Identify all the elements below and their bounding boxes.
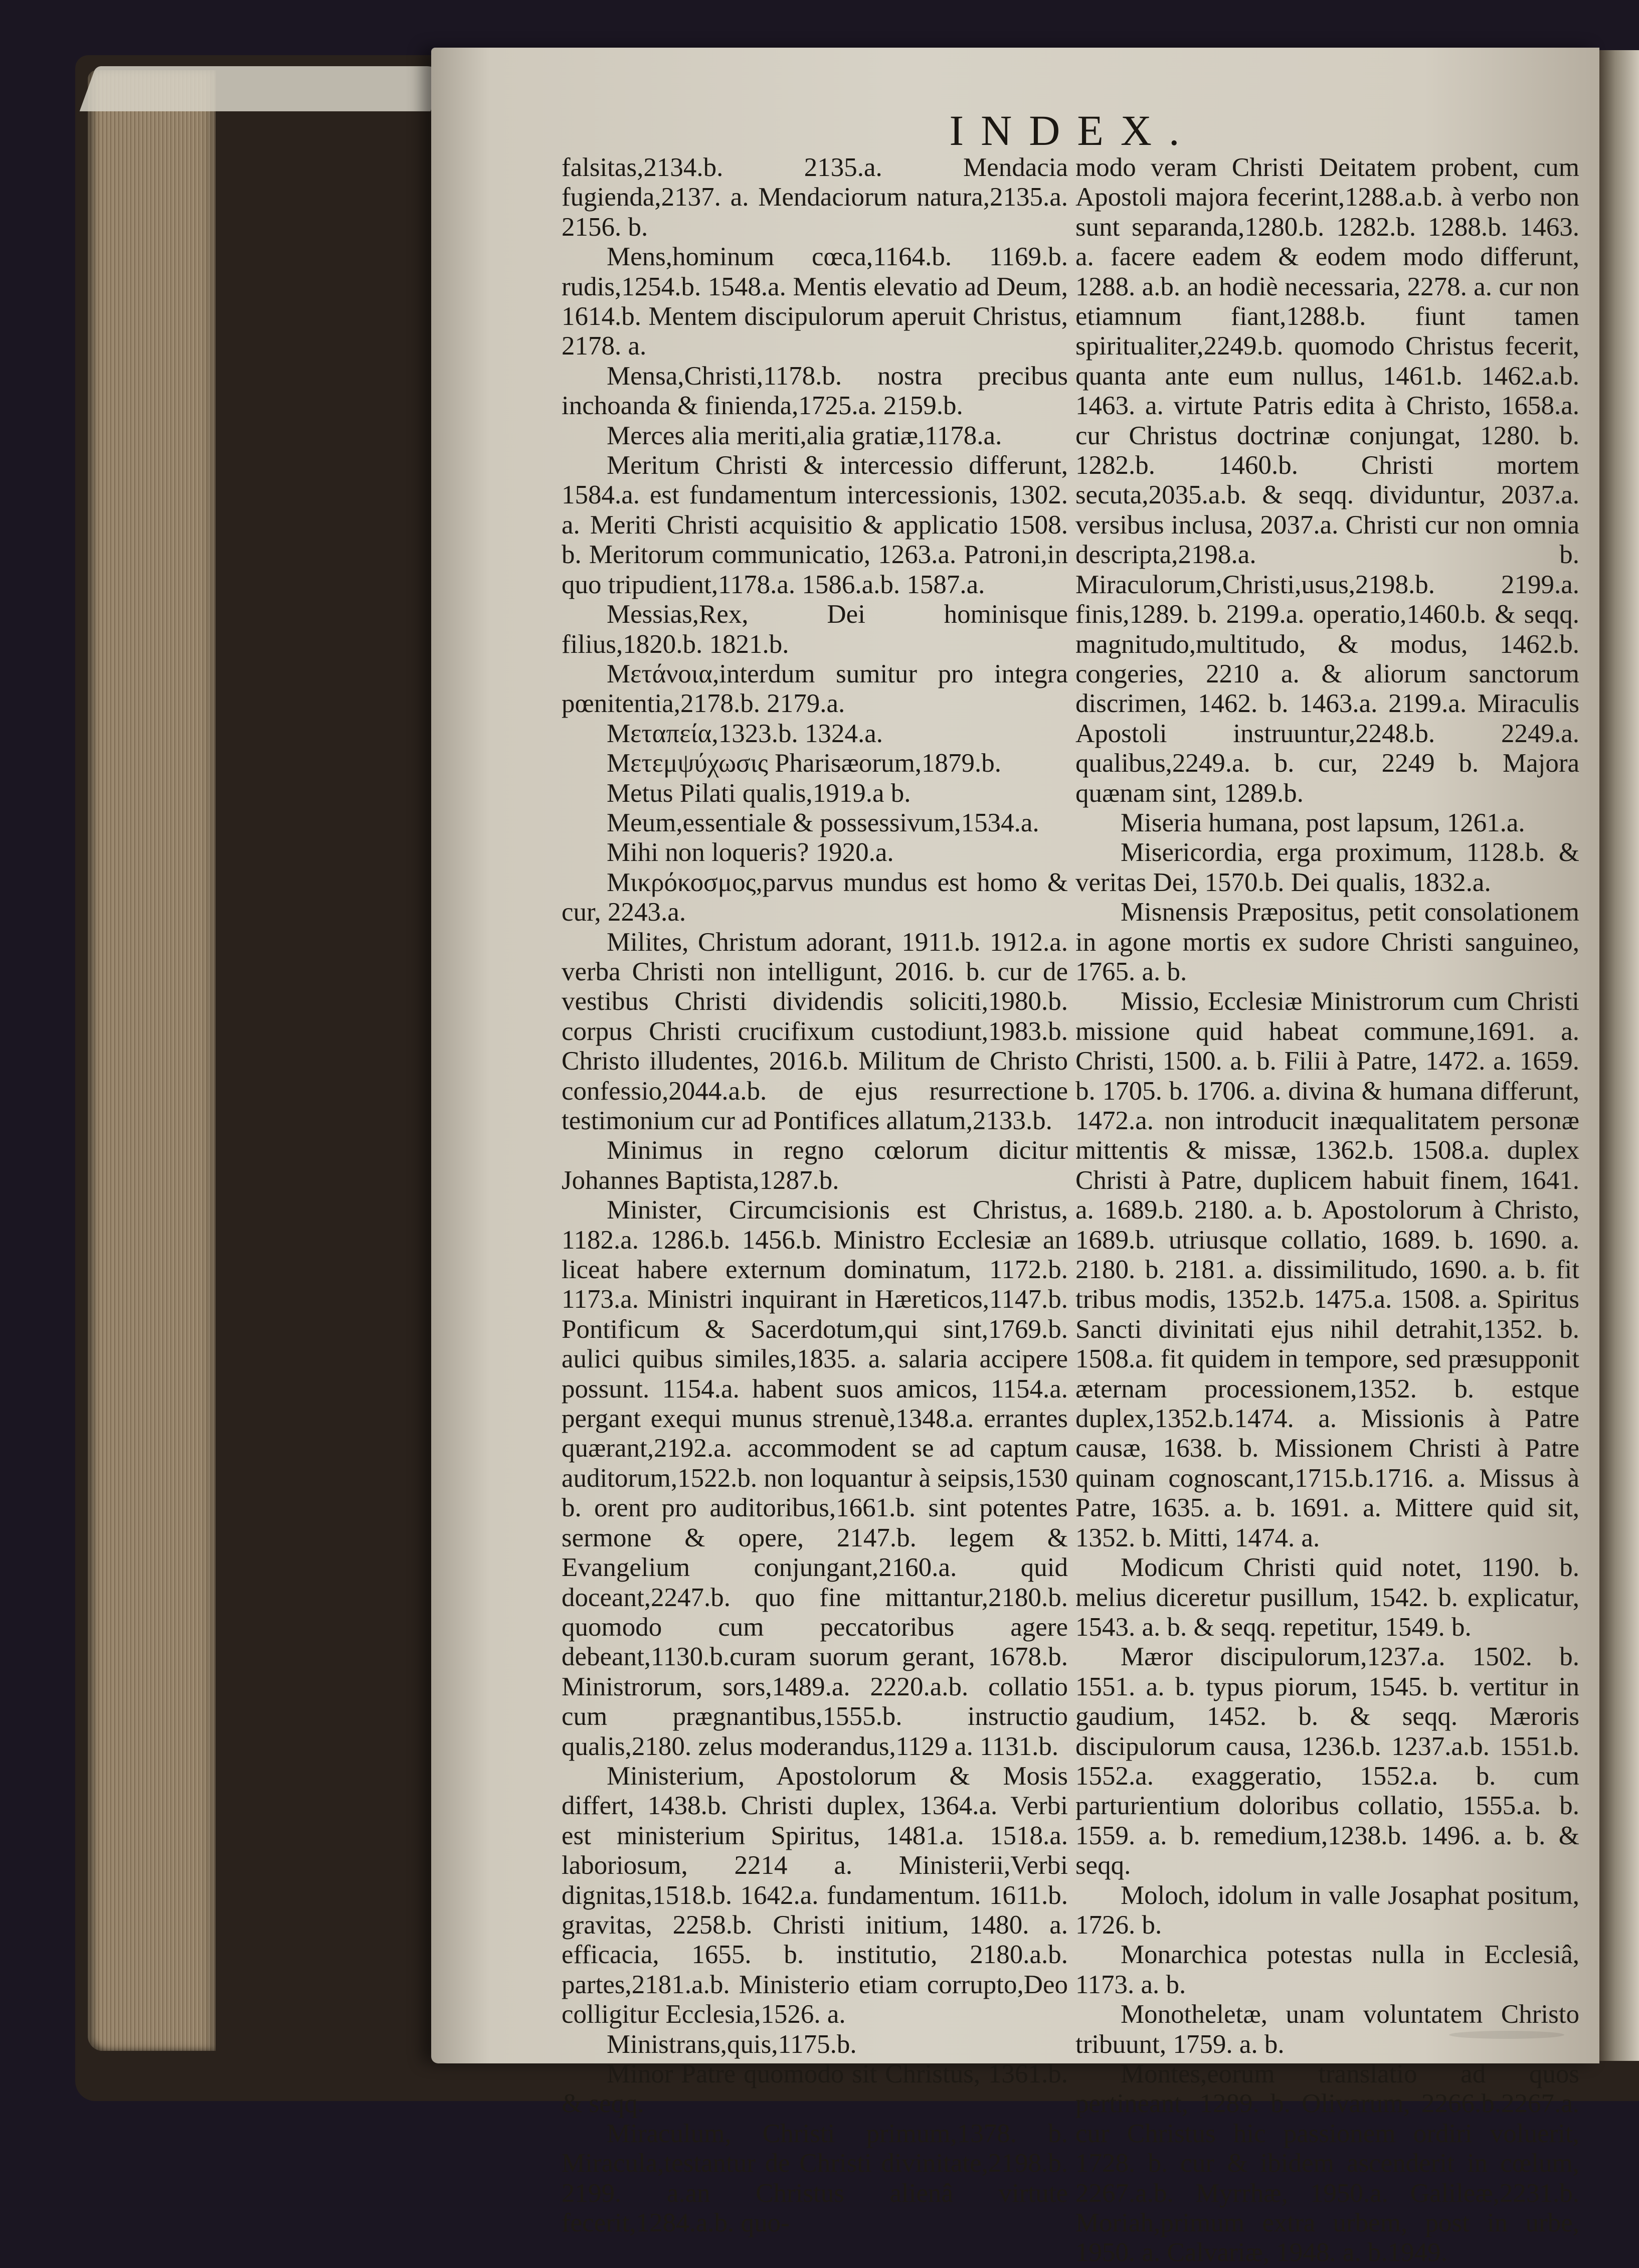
page-edge-top [80, 66, 447, 111]
page-edges [88, 70, 216, 2051]
index-entry: Mensa,Christi,1178.b. nostra precibus inchoanda & finienda,1725.a. 2159.b. [562, 361, 1068, 421]
book-gutter [1599, 50, 1639, 2061]
index-entry: Μετεμψύχωσις Pharisæorum,1879.b. [607, 749, 1002, 778]
index-entry: Missio, Ecclesiæ Ministrorum cum Christi missione quid habeat commune,1691. a. Christi, 1500. a. b. Filii à Patre, 1472. a. 1659. b. 1705. b. 1706. a. divina & humana differunt, 1472.a. non introducit inæqualitatem personæ mittentis & missæ, 1362.b. 1508.a. duplex Christi à Patre, duplicem habuit finem, 1641. a. 1689.b. 2180. a. b. Apostolorum à Christo, 1689.b. utriusque collatio, 1689. b. 1690. a. 2180. b. 2181. a. dissimilitudo, 1690. a. b. fit tribus modis, 1352.b. 1475.a. 1508. a. Spiritus Sancti divinitati ejus nihil detrahit,1352. b. 1508.a. fit quidem in tempore, sed præsupponit æternam processionem,1352. b. estque duplex,1352.b.1474. a. Missionis à Patre causæ, 1638. b. Missionem Christi à Patre quinam cognoscant,1715.b.1716. a. Missus à Patre, 1635. a. b. 1691. a. Mittere quid sit, 1352. b. Mitti, 1474. a. [1075, 987, 1579, 1552]
page-header: INDEX. [949, 106, 1197, 154]
index-entry: Milites, Christum adorant, 1911.b. 1912.a. verba Christi non intelligunt, 2016. b. cur de vestibus Christi dividendis soliciti,1980.b. corpus Christi crucifixum custodiunt,1983.b. Christo illudentes, 2016.b. Militum de Christo confessio,2044.a.b. de ejus resurrectione testimonium cur ad Pontifices allatum,2133.b. [562, 927, 1068, 1135]
index-entry: Metus Pilati qualis,1919.a b. [607, 778, 911, 808]
index-entry: Moloch, idolum in valle Josaphat positum, 1726. b. [1075, 1880, 1579, 1940]
index-entry: Mens,hominum cœca,1164.b. 1169.b. rudis,1254.b. 1548.a. Mentis elevatio ad Deum, 1614.b. Mentem discipulorum aperuit Christus, 2178. a. [562, 242, 1068, 361]
index-entry: Μικρόκοσμος,parvus mundus est homo & cur, 2243.a. [562, 867, 1068, 927]
index-entry: Modicum Christi quid notet, 1190. b. melius diceretur pusillum, 1542. b. explicatur, 1543. a. b. & seqq. repetitur, 1549. b. [1075, 1553, 1579, 1642]
page-shadow [1449, 2031, 1564, 2039]
index-entry: Meum,essentiale & possessivum,1534.a. [607, 808, 1039, 837]
index-entry: Μετάνοια,interdum sumitur pro integra pœnitentia,2178.b. 2179.a. [562, 659, 1068, 719]
index-entry: Montes,eorum translatio ad quos pertineant, 1289. b. Olivarum, 2266.b.2267.a. cur Christus hic passionem ordiri voluerit, 1728. b. cur & ibidem ascenderit in cœlum, 2267.a.b. Myrrhæ, 1950.a. Galileæ,2231.b. Moriah,primum extra urbem, post in urbe, 1950. a. Calvariæ, 1948. a. b.1949. [1075, 2059, 1579, 2267]
index-entry: modo veram Christi Deitatem probent, cum Apostoli majora fecerint,1288.a.b. à verbo non sunt separanda,1280.b. 1282.b. 1288.b. 1463. a. facere eadem & eodem modo differunt, 1288. a.b. an hodiè necessaria, 2278. a. cur non etiamnum fiant,1288.b. fiunt tamen spiritualiter,2249.b. quomodo Christus fecerit, quanta ante eum nullus, 1461.b. 1462.a.b. 1463. a. virtute Patris edita à Christo, 1658.a. cur Christus doctrinæ conjungat, 1280. b. 1282.b. 1460.b. Christi mortem secuta,2035.a.b. & seqq. dividuntur, 2037.a. versibus inclusa, 2037.a. Christi cur non omnia descripta,2198.a. b. Miraculorum,Christi,usus,2198.b. 2199.a. finis,1289. b. 2199.a. operatio,1460.b. & seqq. magnitudo,multitudo, & modus, 1462.b. congeries, 2210 a. & aliorum sanctorum discrimen, 1462. b. 1463.a. 2199.a. Miraculis Apostoli instruuntur,2248.b. 2249.a. qualibus,2249.a. b. cur, 2249 b. Majora quænam sint, 1289.b. [1075, 153, 1579, 808]
index-entry: Ministerium, Apostolorum & Mosis differt, 1438.b. Christi duplex, 1364.a. Verbi est ministerium Spiritus, 1481.a. 1518.a. laboriosum, 2214 a. Ministerii,Verbi dignitas,1518.b. 1642.a. fundamentum. 1611.b. gravitas, 2258.b. Christi initium, 1480. a. efficacia, 1655. b. institutio, 2180.a.b. partes,2181.a.b. Ministerio etiam corrupto,Deo colligitur Ecclesia,1526. a. [562, 1761, 1068, 2029]
index-entry: falsitas,2134.b. 2135.a. Mendacia fugienda,2137. a. Mendaciorum natura,2135.a. 2156. b. [562, 153, 1068, 242]
index-entry: Minister, Circumcisionis est Christus, 1182.a. 1286.b. 1456.b. Ministro Ecclesiæ an liceat habere externum dominatum, 1172.b. 1173.a. Ministri inquirant in Hæreticos,1147.b. Pontificum & Sacerdotum,qui sint,1769.b. aulici quibus similes,1835. a. salaria accipere possunt. 1154.a. habent suos amicos, 1154.a. pergant exequi munus strenuè,1348.a. errantes quærant,2192.a. accommodent se ad captum auditorum,1522.b. non loquantur à seipsis,1530 b. orent pro auditoribus,1661.b. sint potentes sermone & opere, 2147.b. legem & Evangelium conjungant,2160.a. quid doceant,2247.b. quo fine mittantur,2180.b. quomodo cum peccatoribus agere debeant,1130.b.curam suorum gerant, 1678.b. Ministrorum, sors,1489.a. 2220.a.b. collatio cum prægnantibus,1555.b. instructio qualis,2180. zelus moderandus,1129 a. 1131.b. [562, 1195, 1068, 1761]
index-entry: Μεταπεία,1323.b. 1324.a. [607, 719, 883, 748]
index-entry: Merces alia meriti,alia gratiæ,1178.a. [607, 421, 1002, 450]
index-entry: Messias,Rex, Dei hominisque filius,1820.b. 1821.b. [562, 600, 1068, 659]
index-entry: Monarchica potestas nulla in Ecclesiâ, 1173. a. b. [1075, 1940, 1579, 1999]
index-entry: Mihi non loqueris? 1920.a. [607, 838, 894, 867]
index-entry: Misericordia, erga proximum, 1128.b. & veritas Dei, 1570.b. Dei qualis, 1832.a. [1075, 838, 1579, 897]
index-entry: Misnensis Præpositus, petit consolationem in agone mortis ex sudore Christi sanguineo, 1765. a. b. [1075, 898, 1579, 986]
index-entry: Miseria humana, post lapsum, 1261.a. [1121, 808, 1525, 837]
index-entry: Monotheletæ, unam voluntatem Christo tribuunt, 1759. a. b. [1075, 2000, 1579, 2059]
index-entry: Meritum Christi & intercessio differunt, 1584.a. est fundamentum intercessionis, 1302. a. Meriti Christi acquisitio & applicatio 1508. b. Meritorum communicatio, 1263.a. Patroni,in quo tripudient,1178.a. 1586.a.b. 1587.a. [562, 451, 1068, 599]
index-entry: Miraculum, Christi primum,1378. b. Miracula,testantur de Christi divinitate,2198.b. 2199. a.an Christus alienâ virtute fecerit,1284.a.b. quo- [562, 2119, 1068, 2238]
index-entry: Ministrans,quis,1175.b. [607, 2029, 857, 2059]
index-entry: Minimus in regno cœlorum dicitur Johannes Baptista,1287.b. [562, 1136, 1068, 1195]
index-column-left [562, 153, 1068, 2238]
index-entry: Mæror discipulorum,1237.a. 1502. b. 1551. a. b. typus piorum, 1545. b. vertitur in gaudium, 1452. b. & seqq. Mæroris discipulorum causa, 1236.b. 1237.a.b. 1551.b. 1552.a. exaggeratio, 1552.a. b. cum parturientium doloribus collatio, 1555.a. b. 1559. a. b. remedium,1238.b. 1496. a. b. & seqq. [1075, 1642, 1579, 1880]
index-entry: Minor Patre quomodo sit Christus, 1361.b. & seqq. [562, 2059, 1068, 2119]
index-column-right [1075, 153, 1579, 2268]
